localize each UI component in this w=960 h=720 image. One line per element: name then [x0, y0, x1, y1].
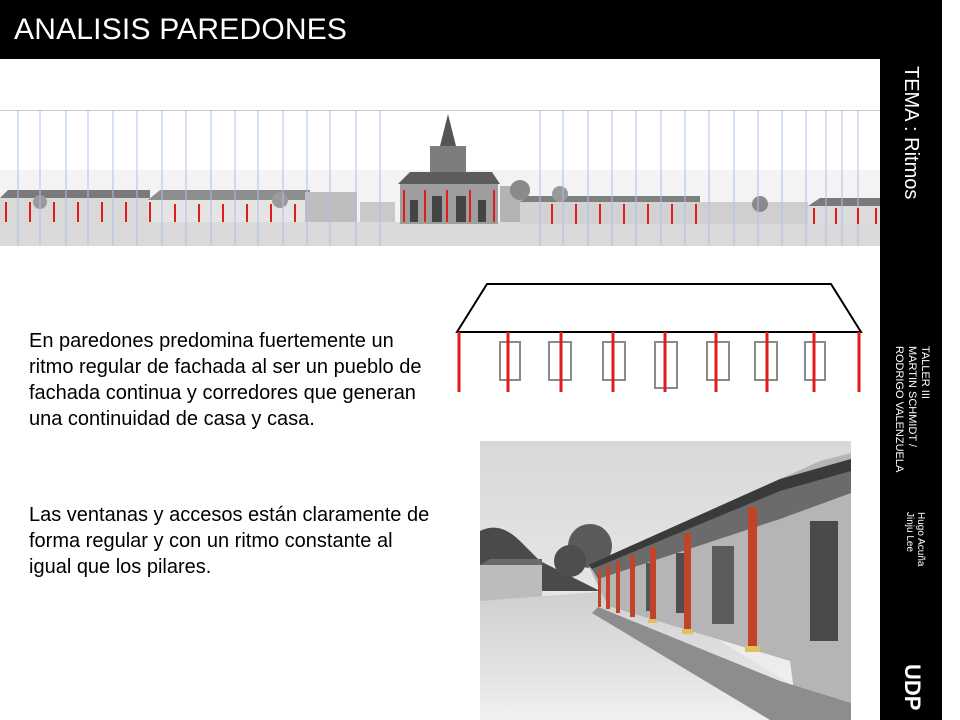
facade-rhythm-diagram — [455, 282, 863, 394]
page-title: ANALISIS PAREDONES — [14, 13, 348, 46]
author-credits — [904, 512, 926, 567]
course-line: TALLER III — [919, 346, 931, 399]
street-photo — [480, 441, 851, 720]
author-line: Hugo Acuña — [915, 512, 926, 567]
udp-logo: UDP — [900, 664, 925, 711]
paragraph-windows-access: Las ventanas y accesos están claramente de forma regular y con un ritmo constante al igual que los pilares. — [29, 504, 430, 578]
street-panorama — [0, 110, 880, 246]
course-credits — [892, 346, 931, 472]
right-margin — [942, 0, 960, 720]
author-line: Jinju Lee — [904, 512, 915, 553]
header-bar — [0, 0, 880, 59]
course-line: RODRIGO VALENZUELA — [893, 346, 905, 473]
paragraph-facade-rhythm: En paredones predomina fuertemente un ritmo regular de fachada al ser un pueblo de fachada continua y corredores que generan una continuidad de casa y casa. — [29, 330, 422, 430]
theme-label: TEMA : Ritmos — [900, 66, 922, 200]
course-line: MARTIN SCHMIDT / — [906, 346, 918, 448]
